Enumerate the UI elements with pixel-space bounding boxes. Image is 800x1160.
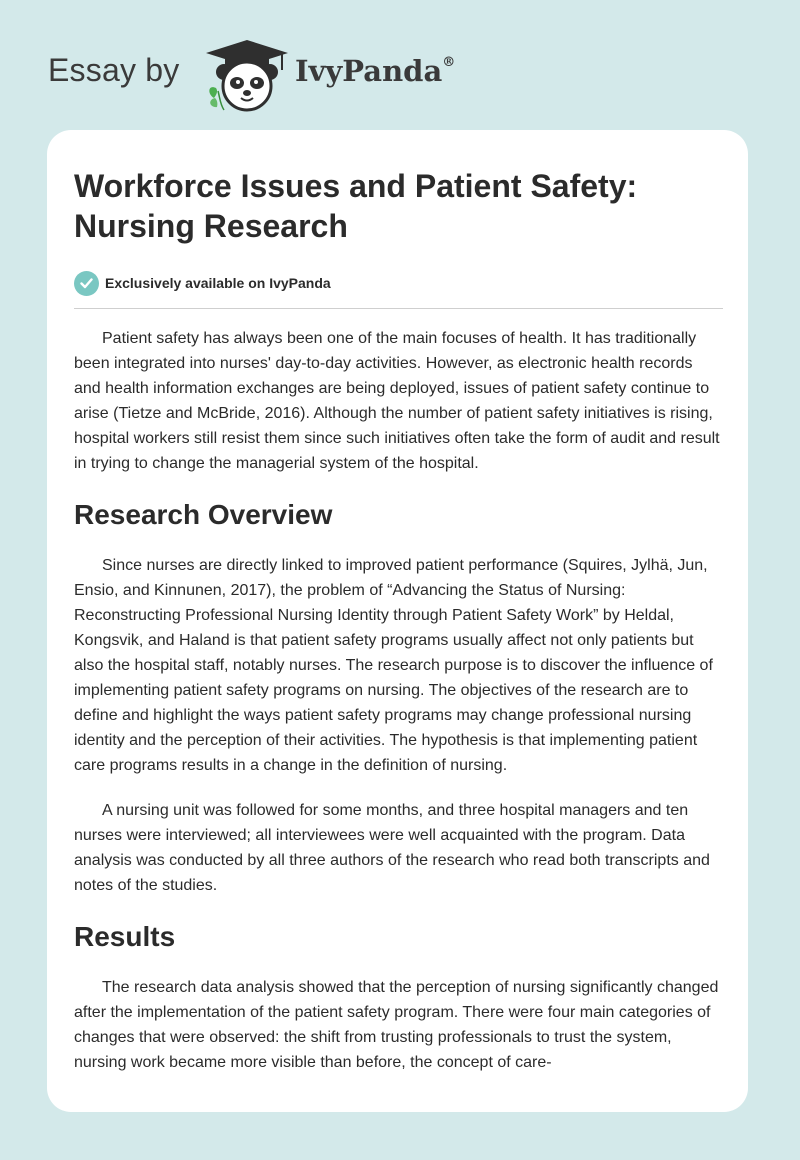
section-heading-research-overview: Research Overview bbox=[74, 499, 333, 530]
exclusive-label: Exclusively available on IvyPanda bbox=[105, 275, 331, 291]
divider bbox=[74, 308, 723, 309]
check-icon bbox=[74, 271, 99, 296]
registered-mark: ® bbox=[442, 55, 456, 71]
exclusive-badge bbox=[74, 270, 723, 296]
essay-by-label: Essay by bbox=[48, 52, 180, 88]
title-line-1: Workforce Issues and Patient Safety: bbox=[74, 168, 638, 204]
article-content bbox=[74, 166, 723, 1075]
intro-paragraph: Patient safety has always been one of the main focuses of health. It has traditionally been integrated into nurses' day-to-day activities. However, as electronic health records and health information exchanges are being deployed, issues of patient safety continue to arise (Tietze and McBride, 2016). Although the number of patient safety initiatives is rising, hospital workers still resist them since such initiatives often take the form of audit and result in trying to change the managerial system of the hospital. bbox=[74, 330, 720, 472]
page-title bbox=[74, 166, 723, 246]
research-overview-paragraph-2: A nursing unit was followed for some months, and three hospital managers and ten nurses were interviewed; all interviewees were well acquainted with the program. Data analysis was conducted by all three authors of the research who read both transcripts and notes of the studies. bbox=[74, 802, 710, 894]
research-overview-paragraph-1: Since nurses are directly linked to improved patient performance (Squires, Jylhä, Jun, Ensio, and Kinnunen, 2017), the problem of “Advancing the Status of Nursing: Reconstructing Professional Nursing Identity through Patient Safety Work” by Heldal, Kongsvik, and Haland is that patient safety programs usually affect not only patients but also the hospital staff, notably nurses. The research purpose is to discover the influence of implementing patient safety programs on nursing. The objectives of the research are to define and highlight the ways patient safety programs may change professional nursing identity and the perception of their activities. The hypothesis is that implementing patient care programs results in a change in the definition of nursing. bbox=[74, 557, 713, 774]
section-heading-results: Results bbox=[74, 921, 176, 952]
site-header bbox=[48, 36, 548, 116]
brand-name[interactable]: IvyPanda® bbox=[295, 54, 456, 88]
article-card bbox=[47, 130, 748, 1112]
results-paragraph-1: The research data analysis showed that the perception of nursing significantly changed after the implementation of the patient safety program. There were four main categories of changes that were observed: the shift from trusting professionals to trust the system, nursing work became more visible than before, the concept of care- bbox=[74, 979, 719, 1071]
title-line-2: Nursing Research bbox=[74, 208, 348, 244]
ivypanda-logo-icon[interactable] bbox=[202, 36, 292, 116]
